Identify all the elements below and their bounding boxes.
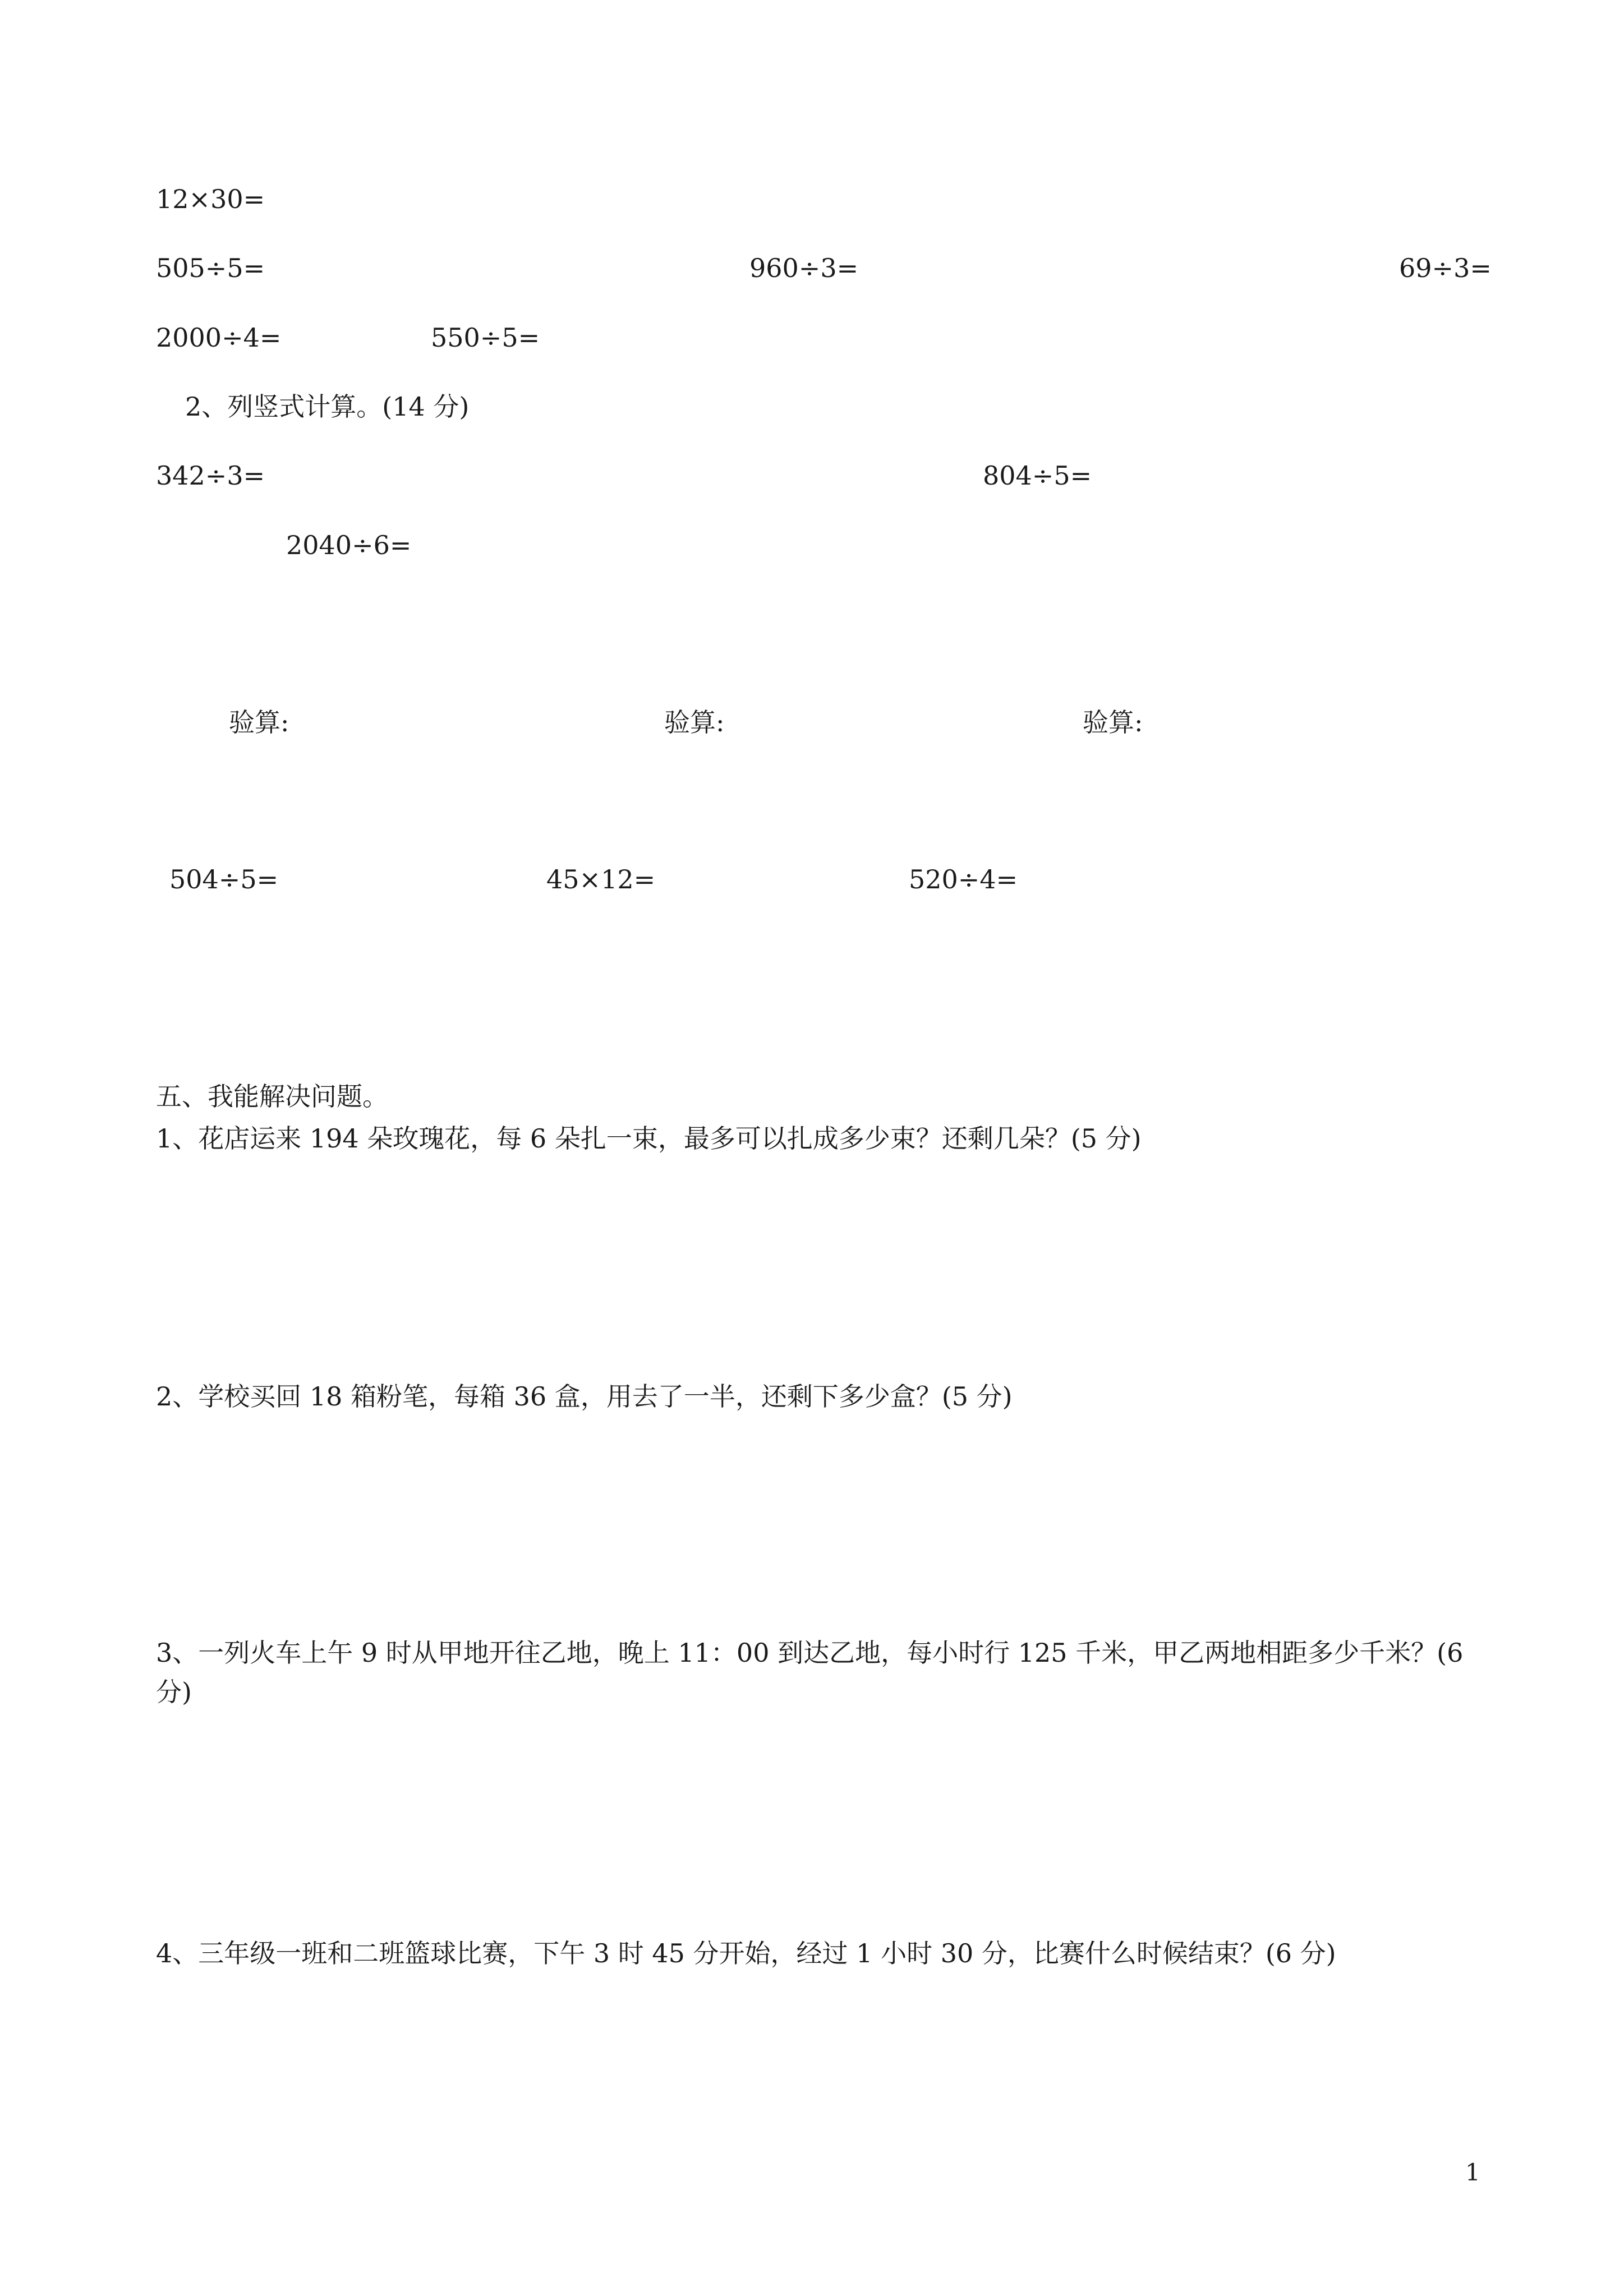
check-label: 验算: (229, 707, 289, 737)
vertical-calc-item: 45×12= (546, 864, 656, 895)
problem-text: 4、三年级一班和二班篮球比赛，下午 3 时 45 分开始，经过 1 小时 30 分，比赛什么时候结束？(6 分) (156, 1938, 1336, 1968)
vertical-calc-item: 804÷5= (983, 460, 1092, 491)
oral-calc-item: 550÷5= (431, 322, 540, 353)
problem-text: 1、花店运来 194 朵玫瑰花，每 6 朵扎一束，最多可以扎成多少束？还剩几朵？(5 分) (156, 1123, 1142, 1154)
vertical-calc-item: 342÷3= (156, 460, 265, 491)
oral-calc-item: 69÷3= (1399, 253, 1492, 283)
vertical-calc-item: 520÷4= (909, 864, 1018, 895)
oral-calc-item: 960÷3= (749, 253, 859, 283)
oral-calc-item: 505÷5= (156, 253, 265, 283)
vertical-calc-heading: 2、列竖式计算。(14 分) (185, 391, 470, 422)
section-heading: 五、我能解决问题。 (156, 1081, 388, 1112)
page-number: 1 (1465, 2159, 1480, 2186)
vertical-calc-item: 504÷5= (169, 864, 279, 895)
oral-calc-item: 2000÷4= (156, 322, 282, 353)
vertical-calc-item: 2040÷6= (286, 530, 412, 560)
oral-calc-item: 12×30= (156, 184, 265, 214)
problem-text: 2、学校买回 18 箱粉笔，每箱 36 盒，用去了一半，还剩下多少盒？(5 分) (156, 1381, 1013, 1412)
check-label: 验算: (664, 707, 725, 737)
problem-text: 3、一列火车上午 9 时从甲地开往乙地，晚上 11：00 到达乙地，每小时行 125 千米，甲乙两地相距多少千米？(6 分) (156, 1638, 1464, 1707)
check-label: 验算: (1083, 707, 1143, 737)
